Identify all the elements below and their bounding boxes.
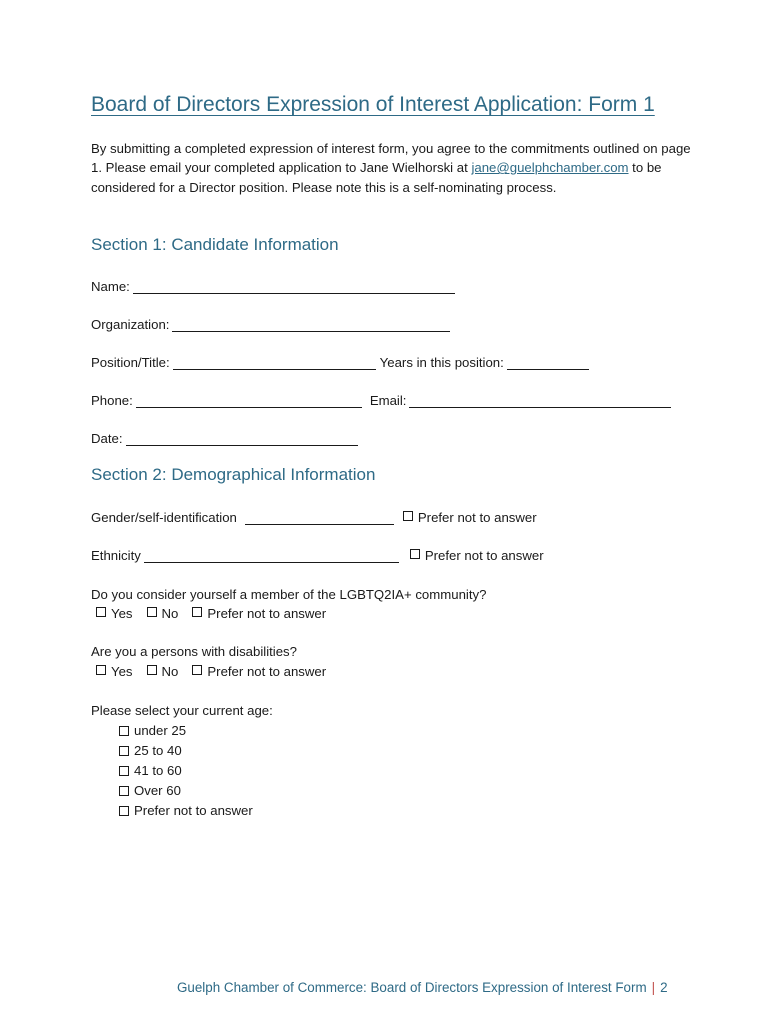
gender-prefer-not-option[interactable] <box>403 510 537 525</box>
gender-label: Gender/self-identification <box>91 510 237 525</box>
gender-field[interactable] <box>245 510 394 525</box>
phone-email-row <box>91 388 671 408</box>
email-field[interactable] <box>409 393 671 408</box>
position-field[interactable] <box>173 355 376 370</box>
years-field[interactable] <box>507 355 589 370</box>
lgbtq-no-option[interactable] <box>147 606 179 621</box>
option-label: Over 60 <box>134 783 181 798</box>
option-label: Prefer not to answer <box>207 606 327 621</box>
contact-email-link[interactable]: jane@guelphchamber.com <box>471 160 629 176</box>
years-label: Years in this position: <box>379 355 504 370</box>
option-label: Prefer not to answer <box>134 803 253 818</box>
date-row <box>91 426 358 446</box>
phone-label: Phone: <box>91 393 133 408</box>
disability-yes-option[interactable] <box>96 664 133 679</box>
option-label: No <box>161 606 179 621</box>
checkbox-icon[interactable] <box>403 511 413 521</box>
age-question-text: Please select your current age: <box>91 703 273 718</box>
age-option-41-60[interactable] <box>119 758 182 778</box>
checkbox-icon[interactable] <box>147 665 157 675</box>
disability-options <box>96 659 340 679</box>
phone-field[interactable] <box>136 393 362 408</box>
option-label: 41 to 60 <box>134 763 182 778</box>
disability-no-option[interactable] <box>147 664 179 679</box>
date-field[interactable] <box>126 431 358 446</box>
organization-row <box>91 312 450 332</box>
checkbox-icon[interactable] <box>192 607 202 617</box>
position-row <box>91 350 589 370</box>
age-question <box>91 698 273 718</box>
disability-prefer-not-option[interactable] <box>192 664 326 679</box>
checkbox-icon[interactable] <box>96 665 106 675</box>
checkbox-icon[interactable] <box>119 766 129 776</box>
option-label: Yes <box>111 606 133 621</box>
organization-field[interactable] <box>172 317 450 332</box>
option-label: Prefer not to answer <box>207 664 327 679</box>
ethnicity-field[interactable] <box>144 548 399 563</box>
section2-heading: Section 2: Demographical Information <box>91 465 376 484</box>
option-label: Prefer not to answer <box>417 510 537 525</box>
page-number: 2 <box>660 980 668 995</box>
option-label: under 25 <box>134 723 187 738</box>
intro-paragraph <box>91 139 691 197</box>
option-label: Prefer not to answer <box>424 548 544 563</box>
checkbox-icon[interactable] <box>119 786 129 796</box>
name-row <box>91 274 455 294</box>
age-option-over-60[interactable] <box>119 778 181 798</box>
email-label: Email: <box>369 393 407 408</box>
option-label: 25 to 40 <box>134 743 182 758</box>
footer-text: Guelph Chamber of Commerce: Board of Directors Expression of Interest Form <box>177 980 647 995</box>
date-label: Date: <box>91 431 123 446</box>
lgbtq-question <box>91 582 486 602</box>
ethnicity-prefer-not-option[interactable] <box>410 548 544 563</box>
checkbox-icon[interactable] <box>147 607 157 617</box>
disability-question <box>91 639 297 659</box>
checkbox-icon[interactable] <box>119 746 129 756</box>
age-option-under-25[interactable] <box>119 718 186 738</box>
intro-text-1: By submitting a completed expression of interest form, you agree to the commitments outlined on page 1. Please email your completed application to Jane Wielhorski at <box>91 141 691 176</box>
footer-separator: | <box>651 980 656 995</box>
lgbtq-options <box>96 601 340 621</box>
gender-row <box>91 505 551 525</box>
checkbox-icon[interactable] <box>119 806 129 816</box>
ethnicity-row <box>91 543 558 563</box>
lgbtq-question-text: Do you consider yourself a member of the LGBTQ2IA+ community? <box>91 587 487 602</box>
age-option-prefer-not[interactable] <box>119 798 253 818</box>
position-label: Position/Title: <box>91 355 170 370</box>
page-footer <box>177 980 668 995</box>
lgbtq-yes-option[interactable] <box>96 606 133 621</box>
disability-question-text: Are you a persons with disabilities? <box>91 644 297 659</box>
organization-label: Organization: <box>91 317 170 332</box>
section1-heading: Section 1: Candidate Information <box>91 235 339 254</box>
ethnicity-label: Ethnicity <box>91 548 141 563</box>
name-label: Name: <box>91 279 130 294</box>
age-option-25-40[interactable] <box>119 738 182 758</box>
option-label: Yes <box>111 664 133 679</box>
intro-text-2: to be considered for a Director position. Please note this is a self-nominating process. <box>91 160 662 195</box>
checkbox-icon[interactable] <box>119 726 129 736</box>
checkbox-icon[interactable] <box>96 607 106 617</box>
name-field[interactable] <box>133 279 455 294</box>
checkbox-icon[interactable] <box>192 665 202 675</box>
lgbtq-prefer-not-option[interactable] <box>192 606 326 621</box>
option-label: No <box>161 664 179 679</box>
form-title: Board of Directors Expression of Interest Application: Form 1 <box>91 93 655 116</box>
checkbox-icon[interactable] <box>410 549 420 559</box>
